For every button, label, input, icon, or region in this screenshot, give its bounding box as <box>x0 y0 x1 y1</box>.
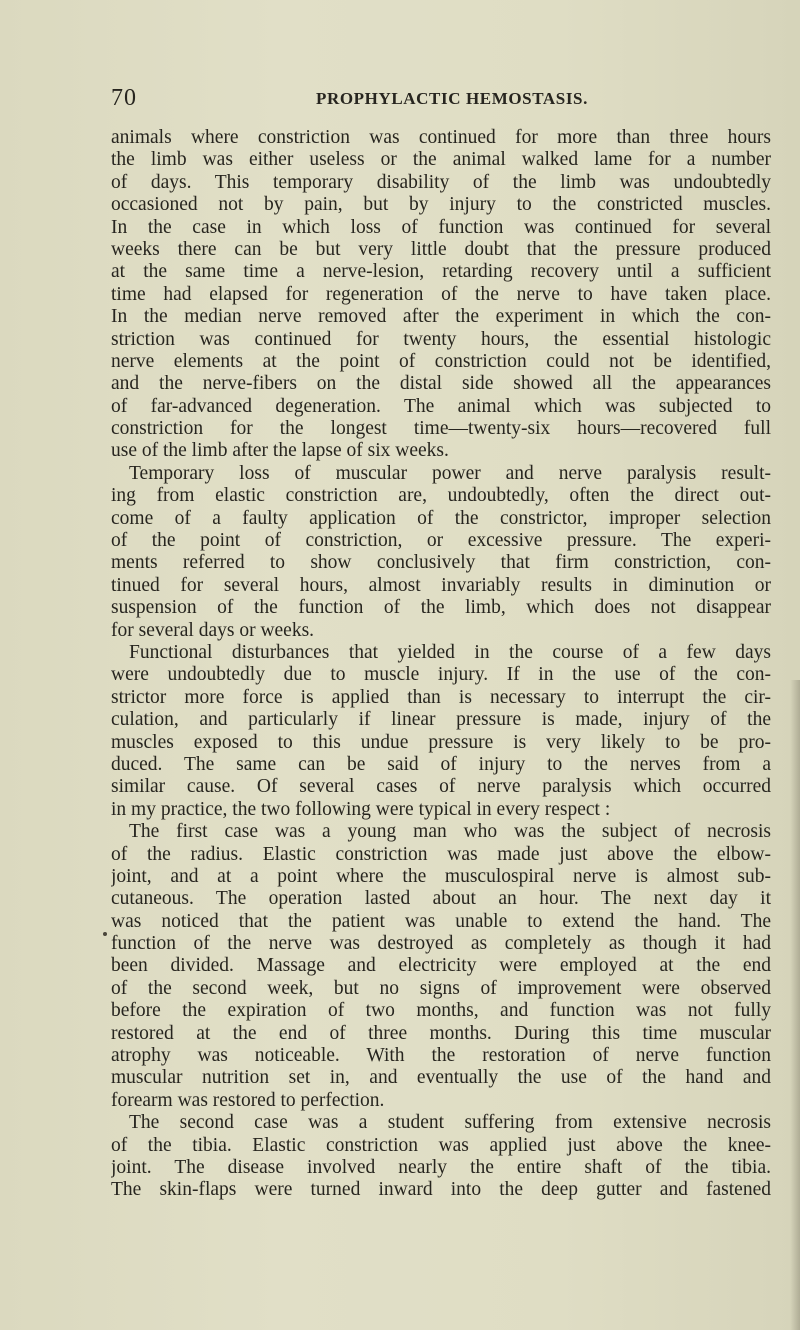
text-line: of the second week, but no signs of improvement were observed <box>111 977 771 999</box>
text-line: strictor more force is applied than is necessary to interrupt the cir- <box>111 686 771 708</box>
text-line: function of the nerve was destroyed as completely as though it had <box>111 933 771 955</box>
text-line: similar cause. Of several cases of nerve paralysis which occurred <box>111 776 771 798</box>
text-line: use of the limb after the lapse of six weeks. <box>111 440 449 462</box>
body-text <box>111 127 771 1202</box>
text-line: atrophy was noticeable. With the restoration of nerve function <box>111 1045 771 1067</box>
text-line: joint. The disease involved nearly the entire shaft of the tibia. <box>111 1156 771 1178</box>
text-line: was noticed that the patient was unable to extend the hand. The <box>111 910 771 932</box>
text-line: of far-advanced degeneration. The animal which was subjected to <box>111 395 771 417</box>
text-line: The second case was a student suffering from extensive necrosis <box>129 1112 771 1134</box>
text-line: muscles exposed to this undue pressure is very likely to be pro- <box>111 731 771 753</box>
text-line: come of a faulty application of the constrictor, improper selection <box>111 507 771 529</box>
text-line: of days. This temporary disability of the limb was undoubtedly <box>111 171 771 193</box>
text-line: and the nerve-fibers on the distal side showed all the appearances <box>111 373 771 395</box>
text-line: The skin-flaps were turned inward into the deep gutter and fastened <box>111 1179 771 1201</box>
text-line: animals where constriction was continued for more than three hours <box>111 127 771 148</box>
text-line: striction was continued for twenty hours, the essential histologic <box>111 328 771 350</box>
text-line: muscular nutrition set in, and eventually the use of the hand and <box>111 1067 771 1089</box>
text-line: In the case in which loss of function was continued for several <box>111 216 771 238</box>
text-line: time had elapsed for regeneration of the nerve to have taken place. <box>111 283 771 305</box>
text-line: In the median nerve removed after the experiment in which the con- <box>111 306 771 328</box>
text-line: tinued for several hours, almost invariably results in diminution or <box>111 574 771 596</box>
running-title: PROPHYLACTIC HEMOSTASIS. <box>316 89 588 108</box>
text-line: of the tibia. Elastic constriction was applied just above the knee- <box>111 1134 771 1156</box>
text-line: culation, and particularly if linear pressure is made, injury of the <box>111 709 771 731</box>
text-line: constriction for the longest time—twenty-six hours—recovered full <box>111 418 771 440</box>
text-line: of the point of constriction, or excessive pressure. The experi- <box>111 530 771 552</box>
text-line: joint, and at a point where the musculospiral nerve is almost sub- <box>111 865 771 887</box>
text-line: of the radius. Elastic constriction was made just above the elbow- <box>111 843 771 865</box>
page-header <box>111 86 771 110</box>
text-line: suspension of the function of the limb, which does not disappear <box>111 597 771 619</box>
text-line: at the same time a nerve-lesion, retarding recovery until a sufficient <box>111 261 771 283</box>
margin-mark <box>103 932 107 936</box>
text-line: cutaneous. The operation lasted about an hour. The next day it <box>111 888 771 910</box>
page-number: 70 <box>111 85 137 111</box>
text-line: Temporary loss of muscular power and nerve paralysis result- <box>129 462 771 484</box>
text-line: occasioned not by pain, but by injury to the constricted muscles. <box>111 194 771 216</box>
text-line: nerve elements at the point of constriction could not be identified, <box>111 350 771 372</box>
text-line: ing from elastic constriction are, undoubtedly, often the direct out- <box>111 485 771 507</box>
text-line: the limb was either useless or the animal walked lame for a number <box>111 149 771 171</box>
text-line: Functional disturbances that yielded in the course of a few days <box>129 641 771 663</box>
text-line: were undoubtedly due to muscle injury. If in the use of the con- <box>111 664 771 686</box>
text-line: restored at the end of three months. During this time muscular <box>111 1022 771 1044</box>
text-line: The first case was a young man who was the subject of necrosis <box>129 821 771 843</box>
text-line: in my practice, the two following were typical in every respect : <box>111 798 611 820</box>
text-line: been divided. Massage and electricity were employed at the end <box>111 955 771 977</box>
text-line: forearm was restored to perfection. <box>111 1089 385 1111</box>
page-edge-shadow <box>790 680 800 1330</box>
text-line: duced. The same can be said of injury to the nerves from a <box>111 753 771 775</box>
text-line: weeks there can be but very little doubt that the pressure produced <box>111 238 771 260</box>
text-line: for several days or weeks. <box>111 619 315 641</box>
text-line: ments referred to show conclusively that firm constriction, con- <box>111 552 771 574</box>
text-line: before the expiration of two months, and function was not fully <box>111 1000 771 1022</box>
